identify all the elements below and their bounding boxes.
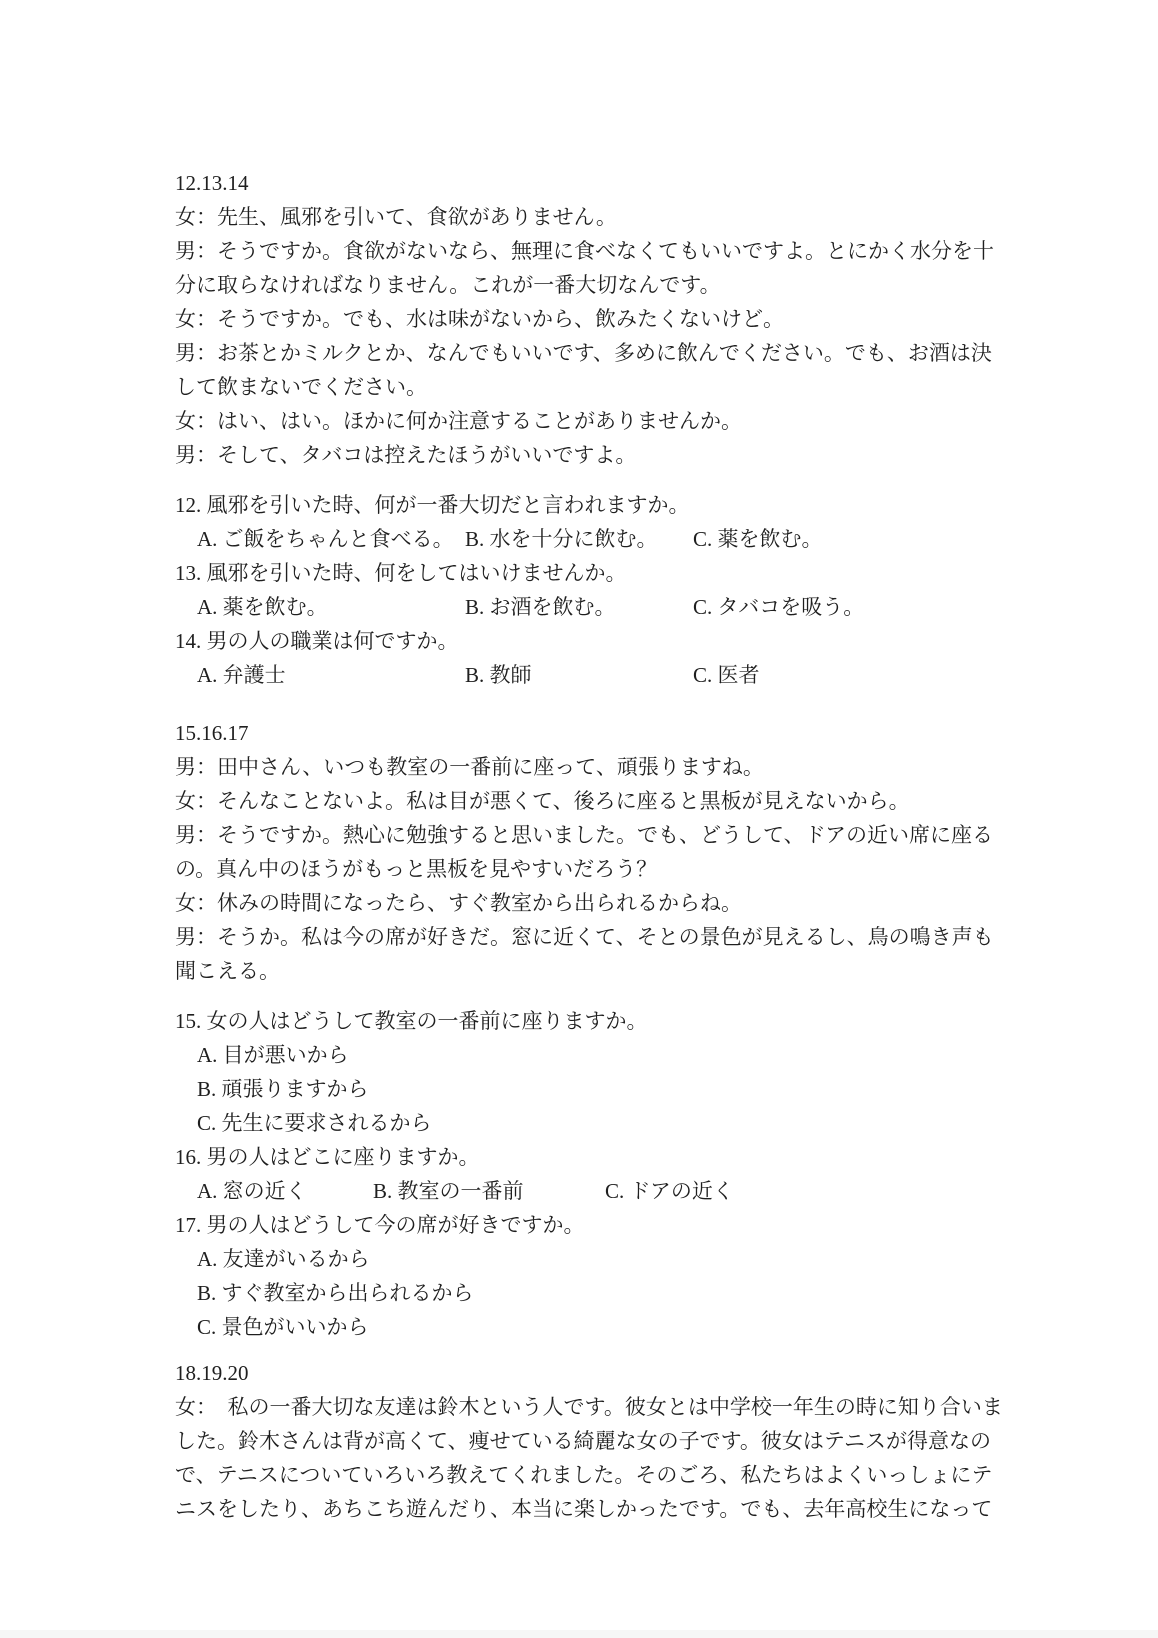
- option-c: C. 医者: [693, 663, 760, 687]
- question-15-option-b: B. 頑張りますから: [197, 1077, 369, 1101]
- monologue-line: ニスをしたり、あちこち遊んだり、本当に楽しかったです。でも、去年高校生になって: [175, 1497, 993, 1521]
- dialogue-line: 女：先生、風邪を引いて、食欲がありません。: [175, 205, 617, 229]
- dialogue-line: 男：そうですか。食欲がないなら、無理に食べなくてもいいですよ。とにかく水分を十: [175, 239, 994, 263]
- dialogue-line: 男：そうか。私は今の席が好きだ。窓に近くて、そとの景色が見えるし、鳥の鳴き声も: [175, 925, 994, 949]
- option-b: B. 教室の一番前: [373, 1179, 524, 1203]
- option-a: A. ご飯をちゃんと食べる。: [197, 527, 454, 551]
- section-18-19-20: [175, 1356, 1038, 1526]
- question-17-option-c: C. 景色がいいから: [197, 1315, 369, 1339]
- dialogue-line: 女：そうですか。でも、水は味がないから、飲みたくないけど。: [175, 307, 784, 331]
- dialogue-line: 男：そうですか。熱心に勉強すると思いました。でも、どうして、ドアの近い席に座る: [175, 823, 993, 847]
- question-16-text: 16. 男の人はどこに座りますか。: [175, 1145, 480, 1169]
- dialogue-line: 女：休みの時間になったら、すぐ教室から出られるからね。: [175, 891, 742, 915]
- question-12-options: [175, 522, 1038, 556]
- dialogue-line: の。真ん中のほうがもっと黒板を見やすいだろう？: [175, 857, 658, 881]
- question-16-options: [175, 1174, 1038, 1208]
- dialogue-line: 男：そして、タバコは控えたほうがいいですよ。: [175, 443, 637, 467]
- section-heading: 12.13.14: [175, 171, 249, 195]
- option-c: C. タバコを吸う。: [693, 595, 865, 619]
- dialogue-line: 分に取らなければなりません。これが一番大切なんです。: [175, 273, 721, 297]
- option-a: A. 弁護士: [197, 663, 286, 687]
- option-b: B. お酒を飲む。: [465, 595, 616, 619]
- question-17-option-a: A. 友達がいるから: [197, 1247, 370, 1271]
- question-13-options: [175, 590, 1038, 624]
- option-a: A. 窓の近く: [197, 1179, 307, 1203]
- question-12-text: 12. 風邪を引いた時、何が一番大切だと言われますか。: [175, 493, 690, 517]
- section-12-13-14: [175, 166, 1038, 692]
- section-15-16-17: [175, 716, 1038, 1344]
- question-17-text: 17. 男の人はどうして今の席が好きですか。: [175, 1213, 585, 1237]
- question-15-option-a: A. 目が悪いから: [197, 1043, 349, 1067]
- question-14-text: 14. 男の人の職業は何ですか。: [175, 629, 459, 653]
- option-c: C. 薬を飲む。: [693, 527, 823, 551]
- question-14-options: [175, 658, 1038, 692]
- question-17-option-b: B. すぐ教室から出られるから: [197, 1281, 474, 1305]
- monologue-line: で、テニスについていろいろ教えてくれました。そのごろ、私たちはよくいっしょにテ: [175, 1463, 993, 1487]
- section-heading: 18.19.20: [175, 1361, 249, 1385]
- monologue-line: した。鈴木さんは背が高くて、痩せている綺麗な女の子です。彼女はテニスが得意なの: [175, 1429, 992, 1453]
- question-13-text: 13. 風邪を引いた時、何をしてはいけませんか。: [175, 561, 627, 585]
- section-heading: 15.16.17: [175, 721, 249, 745]
- dialogue-line: して飲まないでください。: [175, 375, 427, 399]
- dialogue-line: 女：はい、はい。ほかに何か注意することがありませんか。: [175, 409, 742, 433]
- option-b: B. 教師: [465, 663, 532, 687]
- dialogue-line: 男：田中さん、いつも教室の一番前に座って、頑張りますね。: [175, 755, 764, 779]
- dialogue-line: 男：お茶とかミルクとか、なんでもいいです、多めに飲んでください。でも、お酒は決: [175, 341, 992, 365]
- option-a: A. 薬を飲む。: [197, 595, 328, 619]
- question-15-text: 15. 女の人はどうして教室の一番前に座りますか。: [175, 1009, 648, 1033]
- dialogue-line: 聞こえる。: [175, 959, 280, 983]
- questions-15-17: [175, 1004, 1038, 1344]
- question-15-option-c: C. 先生に要求されるから: [197, 1111, 432, 1135]
- option-b: B. 水を十分に飲む。: [465, 527, 658, 551]
- questions-12-14: [175, 488, 1038, 692]
- page-content: [175, 166, 1038, 1526]
- monologue-line: 女： 私の一番大切な友達は鈴木という人です。彼女とは中学校一年生の時に知り合いま: [175, 1395, 1003, 1419]
- option-c: C. ドアの近く: [605, 1179, 734, 1203]
- page-bottom-edge: [0, 1630, 1158, 1638]
- dialogue-line: 女：そんなことないよ。私は目が悪くて、後ろに座ると黒板が見えないから。: [175, 789, 910, 813]
